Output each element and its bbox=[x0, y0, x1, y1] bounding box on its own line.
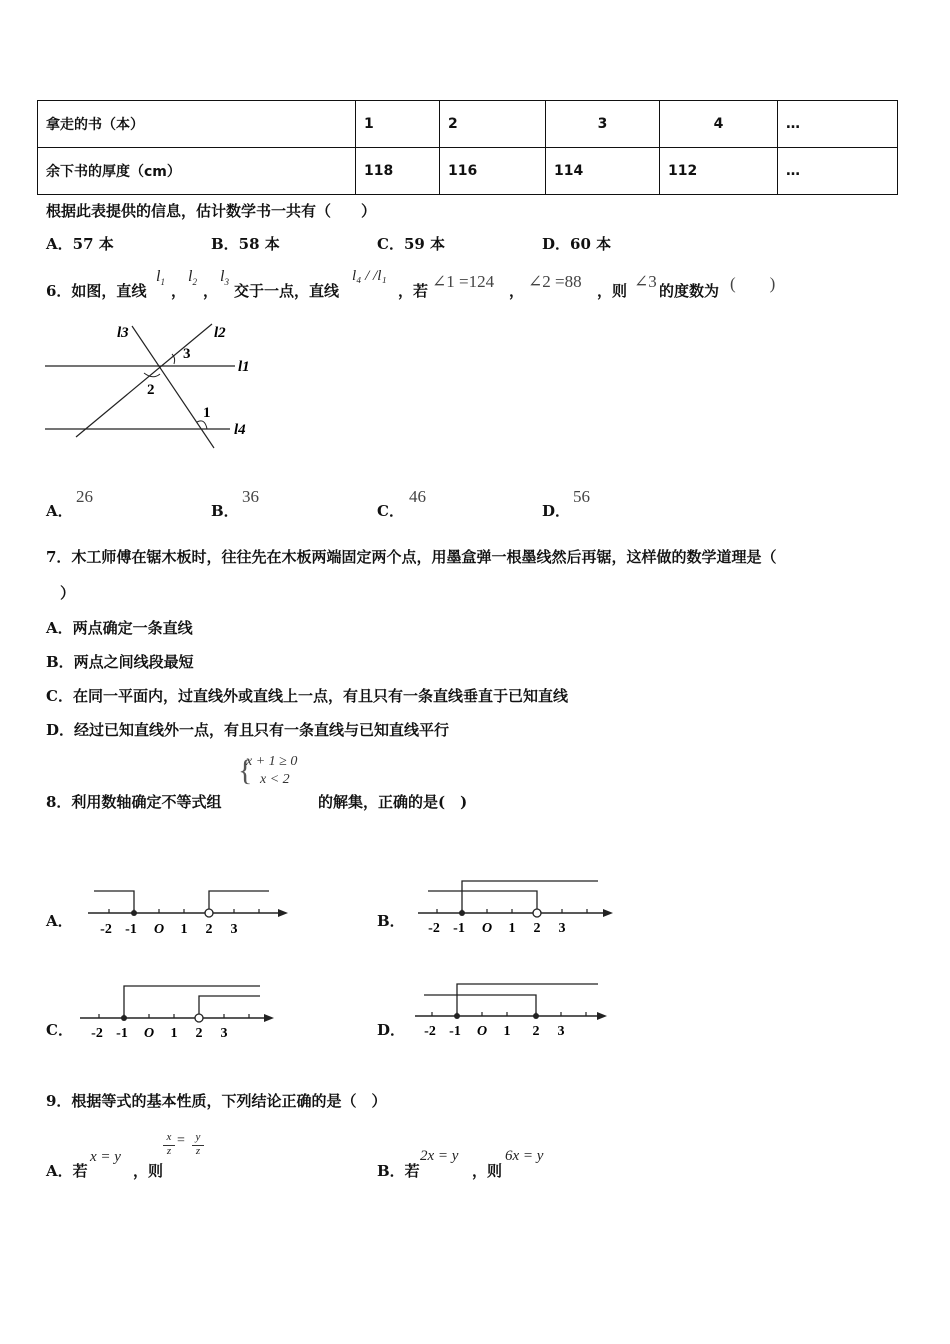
tick-label: 2 bbox=[205, 922, 213, 937]
fraction-numerator: x bbox=[166, 1131, 172, 1143]
solution-ray-top bbox=[124, 986, 260, 1018]
q6-angle2: ∠2 =88 bbox=[528, 272, 582, 291]
table-cell: 114 bbox=[546, 148, 660, 195]
table-cell: … bbox=[778, 148, 898, 195]
q6-l2: $l_2$ bbox=[188, 268, 197, 288]
brace-icon: { bbox=[238, 754, 253, 787]
label-angle-1: 1 bbox=[203, 405, 211, 421]
table-cell: 拿走的书（本） bbox=[38, 101, 356, 148]
fraction-numerator: y bbox=[195, 1131, 201, 1143]
q6-angle3: ∠3 bbox=[634, 272, 657, 291]
q9-option-b: B．若 bbox=[377, 1162, 420, 1180]
tick-label: -1 bbox=[125, 922, 137, 937]
q7-option-d: D．经过已知直线外一点，有且只有一条直线与已知直线平行 bbox=[46, 721, 450, 739]
q6-comma: ， bbox=[171, 282, 187, 300]
table-row bbox=[38, 101, 898, 148]
q8-option-c: C． bbox=[46, 1021, 73, 1039]
q6-text: ，则 bbox=[597, 282, 628, 300]
q5-stem: 根据此表提供的信息，估计数学书一共有（ ） bbox=[46, 202, 377, 220]
q9-a-equation: x = y bbox=[90, 1149, 121, 1165]
tick-label: -2 bbox=[91, 1026, 103, 1041]
q8-option-d: D． bbox=[377, 1021, 406, 1039]
books-table bbox=[37, 100, 898, 195]
q6-text: ，若 bbox=[398, 282, 429, 300]
inequality-2: x < 2 bbox=[260, 772, 290, 787]
label-angle-2: 2 bbox=[147, 382, 155, 398]
q6-text: 交于一点，直线 bbox=[234, 282, 340, 300]
table-cell: 112 bbox=[660, 148, 778, 195]
equals-sign: = bbox=[177, 1133, 185, 1148]
q6-option-a-value: 26 bbox=[76, 487, 93, 506]
tick-label: 3 bbox=[557, 1024, 565, 1039]
solution-ray-left bbox=[424, 995, 536, 1016]
arrow-icon bbox=[264, 1014, 274, 1022]
q6-option-c-value: 46 bbox=[409, 487, 426, 506]
line-l2 bbox=[76, 324, 212, 437]
inequality-1: x + 1 ≥ 0 bbox=[246, 754, 298, 769]
table-row bbox=[38, 148, 898, 195]
q6-option-b: B． bbox=[211, 502, 239, 520]
tick-label: -2 bbox=[100, 922, 112, 937]
q8-option-a: A． bbox=[46, 912, 73, 930]
table-cell: 116 bbox=[440, 148, 546, 195]
table-cell: 2 bbox=[440, 101, 546, 148]
q6-option-b-value: 36 bbox=[242, 487, 259, 506]
q7-option-b: B．两点之间线段最短 bbox=[46, 653, 194, 671]
solution-ray-left bbox=[428, 891, 537, 913]
tick-label: 1 bbox=[508, 921, 516, 936]
fraction-denominator: z bbox=[166, 1145, 172, 1157]
q9-option-a: A．若 bbox=[46, 1162, 88, 1180]
tick-label: 1 bbox=[503, 1024, 511, 1039]
tick-label: 1 bbox=[180, 922, 188, 937]
label-l1: l1 bbox=[238, 359, 250, 375]
number-line-c bbox=[75, 978, 285, 1048]
tick-label: 2 bbox=[533, 921, 541, 936]
q5-option-a: A．57 本 bbox=[46, 235, 114, 253]
table-cell: 118 bbox=[356, 148, 440, 195]
q9-b-equation: 2x = y bbox=[420, 1148, 459, 1164]
number-line-d bbox=[410, 978, 620, 1048]
solid-point bbox=[533, 1013, 539, 1019]
label-l4: l4 bbox=[234, 422, 246, 438]
label-angle-3: 3 bbox=[183, 346, 191, 362]
table-cell: 4 bbox=[660, 101, 778, 148]
q6-parallel: l₄ / /l₁ bbox=[352, 268, 387, 284]
q5-option-c: C．59 本 bbox=[377, 235, 446, 253]
tick-label: O bbox=[476, 1024, 488, 1039]
q8-stem: 8．利用数轴确定不等式组 bbox=[46, 793, 222, 811]
q9-b-result: 6x = y bbox=[505, 1148, 544, 1164]
solution-ray-bottom bbox=[199, 996, 260, 1018]
tick-label: 1 bbox=[170, 1026, 178, 1041]
q5-option-d: D．60 本 bbox=[542, 235, 612, 253]
label-l3: l3 bbox=[117, 325, 129, 341]
q8-option-b: B． bbox=[377, 912, 405, 930]
q7-option-c: C．在同一平面内，过直线外或直线上一点，有且只有一条直线垂直于已知直线 bbox=[46, 687, 568, 705]
line-l3 bbox=[132, 326, 214, 448]
tick-label: O bbox=[481, 921, 493, 936]
q6-comma: ， bbox=[203, 282, 219, 300]
open-point bbox=[205, 909, 213, 917]
q7-stem: 7．木工师傅在锯木板时，往往先在木板两端固定两个点，用墨盒弹一根墨线然后再锯，这样做的数学道理是（ bbox=[46, 548, 777, 566]
q6-l1: $l_1$ bbox=[156, 268, 165, 288]
tick-label: 3 bbox=[558, 921, 566, 936]
q6-option-a: A． bbox=[46, 502, 73, 520]
tick-label: 2 bbox=[195, 1026, 203, 1041]
table-cell: 3 bbox=[546, 101, 660, 148]
arrow-icon bbox=[278, 909, 288, 917]
tick-label: -2 bbox=[424, 1024, 436, 1039]
tick-label: 2 bbox=[532, 1024, 540, 1039]
q6-option-d-value: 56 bbox=[573, 487, 590, 506]
q8-stem-end: 的解集，正确的是( ) bbox=[318, 793, 468, 811]
tick-label: -2 bbox=[428, 921, 440, 936]
q9-stem: 9．根据等式的基本性质，下列结论正确的是（ ） bbox=[46, 1092, 387, 1110]
arrow-icon bbox=[603, 909, 613, 917]
solid-point bbox=[459, 910, 465, 916]
tick-label: -1 bbox=[116, 1026, 128, 1041]
q6-angle1: ∠1 =124 bbox=[432, 272, 495, 291]
solution-ray-right bbox=[209, 891, 269, 913]
q6-l3: $l_3$ bbox=[220, 268, 229, 288]
solid-point bbox=[454, 1013, 460, 1019]
tick-label: -1 bbox=[453, 921, 465, 936]
solution-ray-left bbox=[94, 891, 134, 913]
tick-label: -1 bbox=[449, 1024, 461, 1039]
q9-b-then: ，则 bbox=[472, 1162, 503, 1180]
q6-option-d: D． bbox=[542, 502, 571, 520]
label-l2: l2 bbox=[214, 325, 226, 341]
solution-ray-right bbox=[462, 881, 598, 913]
q6-comma: ， bbox=[509, 282, 525, 300]
tick-label: 3 bbox=[230, 922, 238, 937]
q6-text: 的度数为 bbox=[659, 282, 720, 300]
q6-number: 6．如图，直线 bbox=[46, 282, 147, 300]
tick-label: O bbox=[143, 1026, 155, 1041]
q6-paren: ( ) bbox=[730, 274, 776, 293]
number-line-b bbox=[410, 875, 620, 940]
open-point bbox=[195, 1014, 203, 1022]
open-point bbox=[533, 909, 541, 917]
table-cell: 余下书的厚度（cm） bbox=[38, 148, 356, 195]
q7-stem-end: ） bbox=[60, 584, 76, 602]
number-line-a bbox=[80, 880, 295, 940]
table-cell: 1 bbox=[356, 101, 440, 148]
solid-point bbox=[131, 910, 137, 916]
tick-label: O bbox=[153, 922, 165, 937]
tick-label: 3 bbox=[220, 1026, 228, 1041]
fraction-denominator: z bbox=[195, 1145, 201, 1157]
q6-option-c: C． bbox=[377, 502, 404, 520]
solution-ray-right bbox=[457, 984, 598, 1016]
q5-option-b: B．58 本 bbox=[211, 235, 280, 253]
table-cell: … bbox=[778, 101, 898, 148]
arrow-icon bbox=[597, 1012, 607, 1020]
q9-a-then: ，则 bbox=[133, 1162, 164, 1180]
q7-option-a: A．两点确定一条直线 bbox=[46, 619, 193, 637]
solid-point bbox=[121, 1015, 127, 1021]
q6-figure bbox=[40, 318, 270, 458]
